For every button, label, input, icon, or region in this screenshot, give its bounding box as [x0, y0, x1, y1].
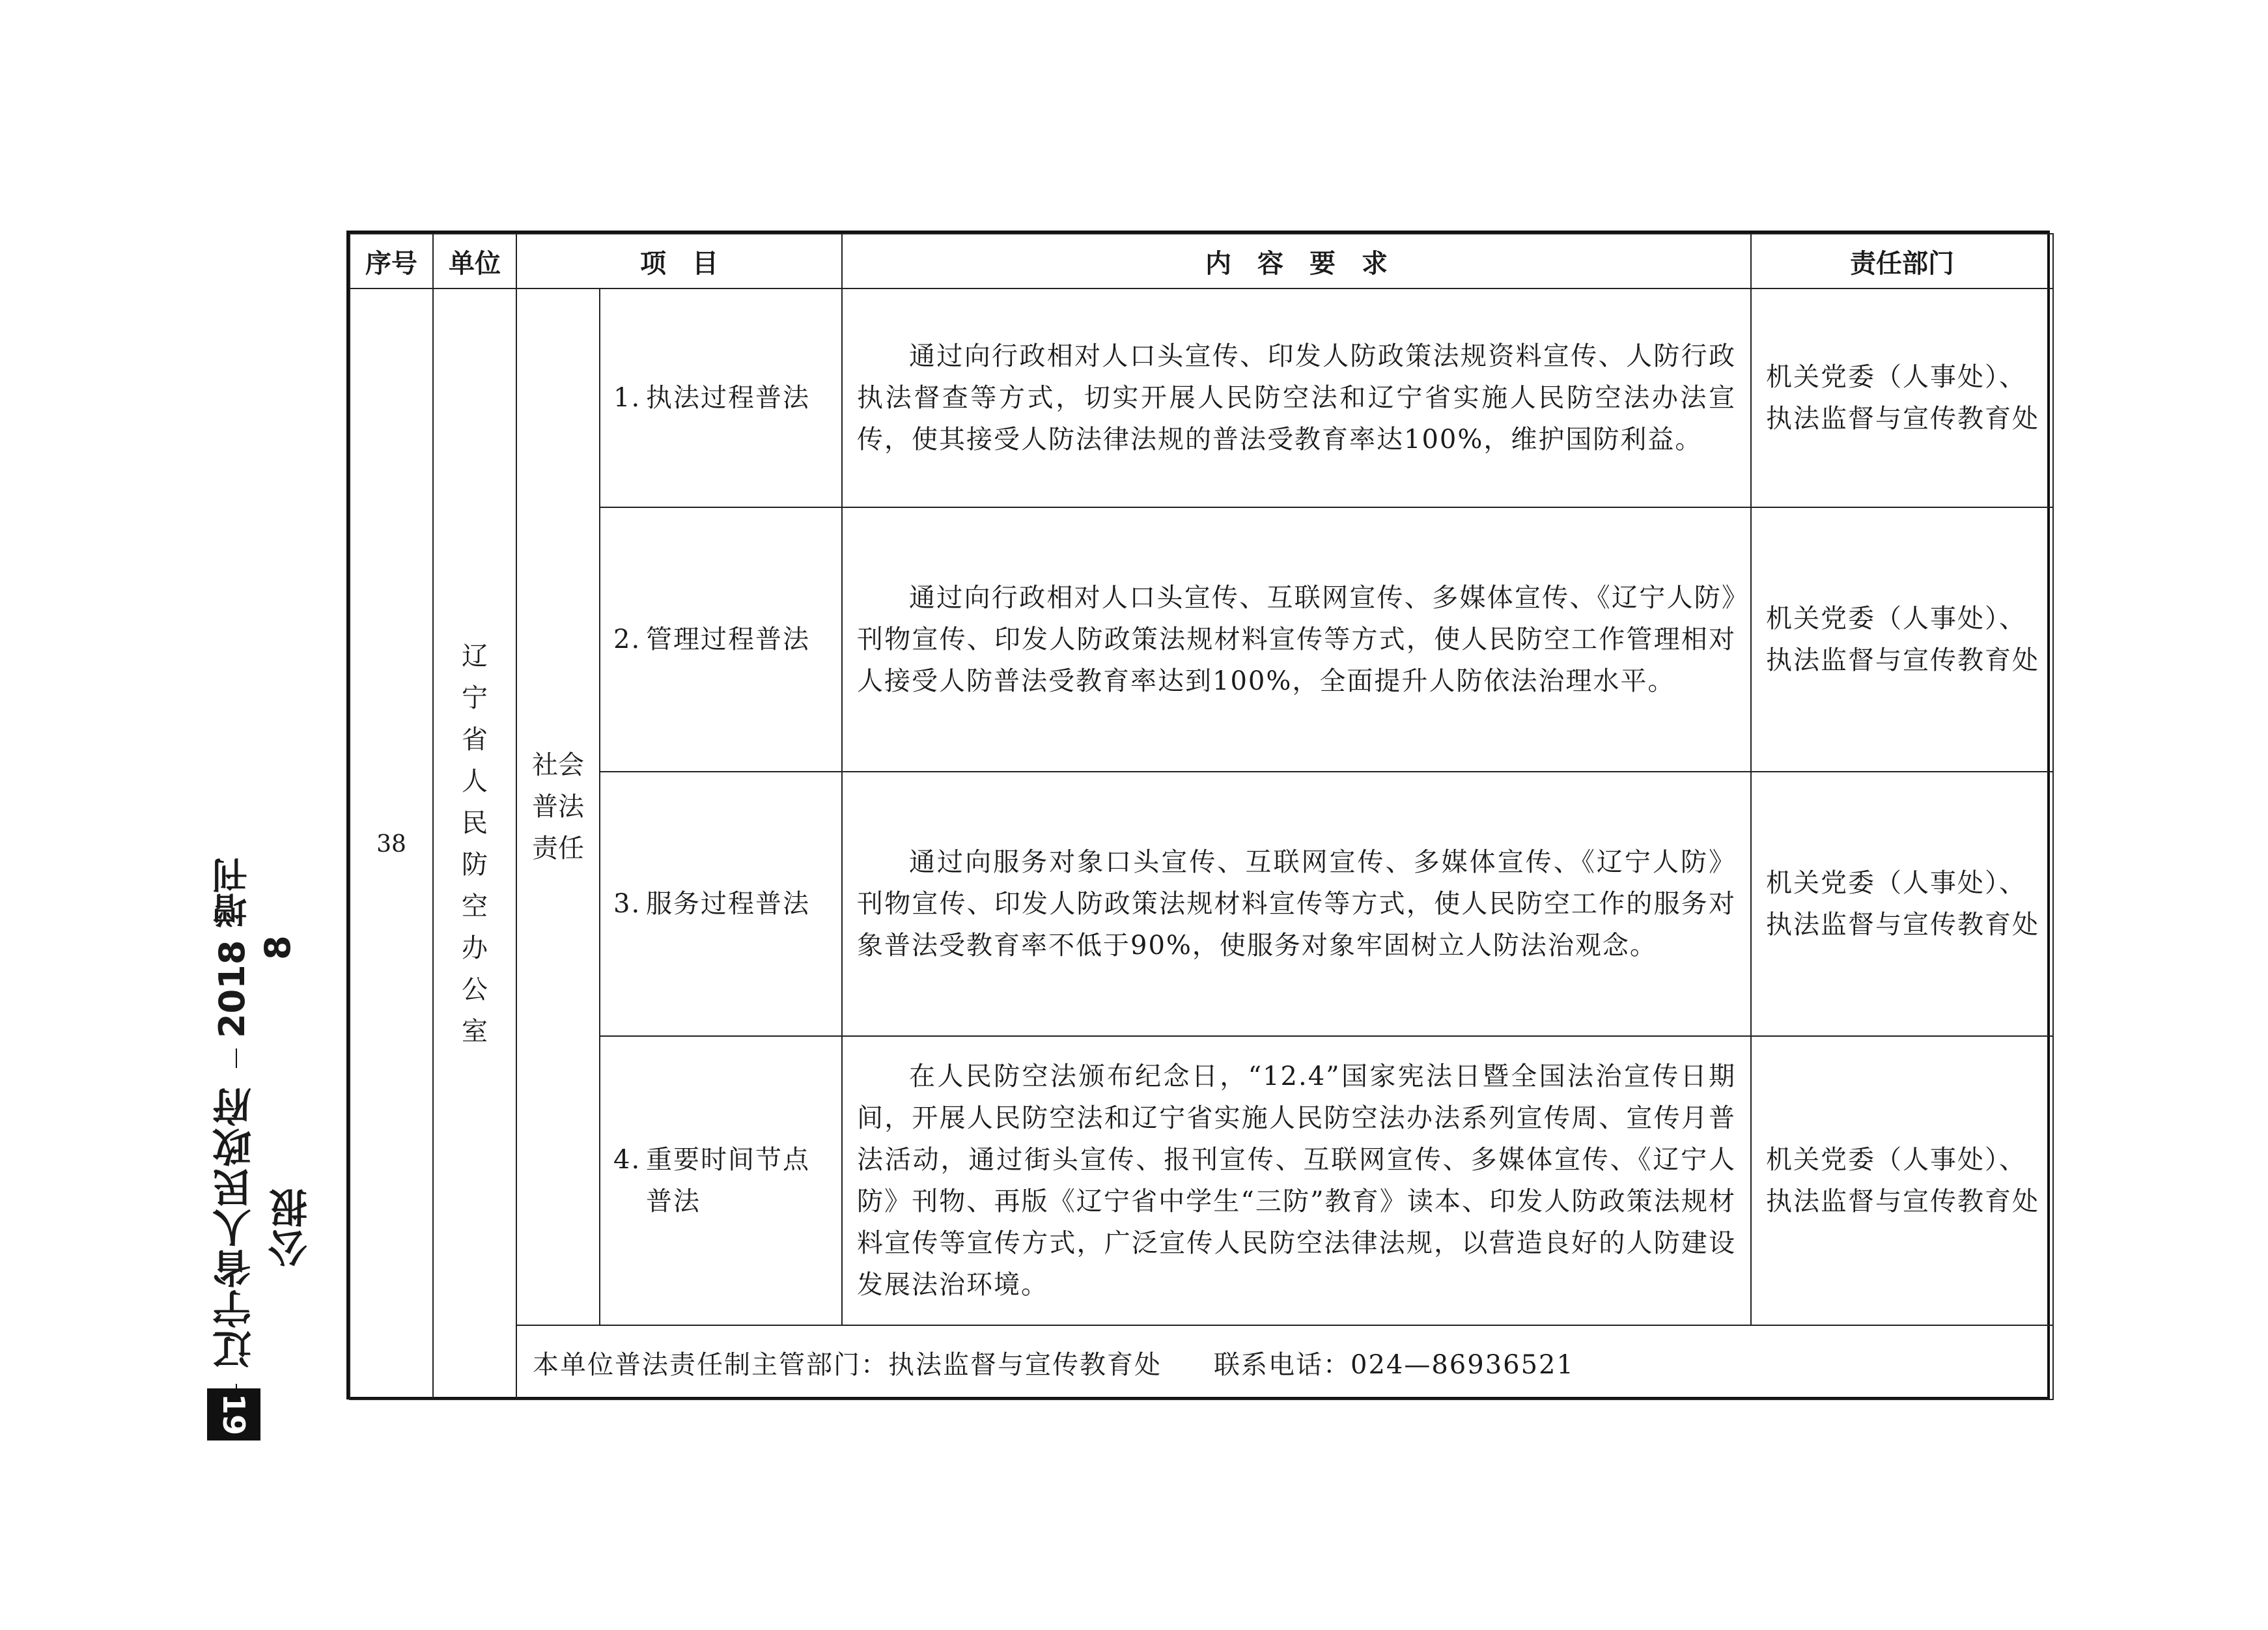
row-unit: 辽 宁 省 人 民 防 空 办 公 室: [433, 288, 516, 1399]
row-seq: 38: [350, 288, 433, 1399]
page-number-badge: [207, 1388, 260, 1440]
row-category: 社会 普法 责任: [516, 288, 600, 1325]
table-row: [350, 1036, 2053, 1325]
side-margin: [207, 853, 314, 1439]
header-seq: 序号: [350, 234, 433, 288]
table-row: [350, 507, 2053, 772]
table-row: [350, 772, 2053, 1036]
item-title: 1. 执法过程普法: [600, 288, 842, 507]
item-responsible: 机关党委（人事处）、 执法监督与宣传教育处: [1751, 1036, 2053, 1325]
footer-phone: 联系电话：024—86936521: [1214, 1349, 1575, 1380]
item-title: 2. 管理过程普法: [600, 507, 842, 772]
header-responsible: 责任部门: [1751, 234, 2053, 288]
header-content: 内 容 要 求: [842, 234, 1751, 288]
table-row: [350, 288, 2053, 507]
divider: [236, 1048, 237, 1068]
footer-cell: [516, 1325, 2053, 1399]
footer-dept: 本单位普法责任制主管部门：执法监督与宣传教育处: [533, 1349, 1162, 1380]
item-content: 通过向行政相对人口头宣传、印发人防政策法规资料宣传、人防行政执法督查等方式，切实开展人民防空法和辽宁省实施人民防空法办法宣传，使其接受人防法律法规的普法受教育率达100%，维护国防利益。: [842, 288, 1751, 507]
year-issue-label: 2018 增刊 8: [212, 857, 298, 1038]
table-header-row: [350, 234, 2053, 288]
item-responsible: 机关党委（人事处）、 执法监督与宣传教育处: [1751, 288, 2053, 507]
item-content: 通过向服务对象口头宣传、互联网宣传、多媒体宣传、《辽宁人防》刊物宣传、印发人防政策法规材料宣传等方式，使人民防空工作的服务对象普法受教育率不低于90%，使服务对象牢固树立人防法治观念。: [842, 772, 1751, 1036]
table-footer-row: [350, 1325, 2053, 1399]
page-number: 19: [216, 1393, 251, 1436]
item-title: 4. 重要时间节点 普法: [600, 1036, 842, 1325]
item-content: 通过向行政相对人口头宣传、互联网宣传、多媒体宣传、《辽宁人防》刊物宣传、印发人防政策法规材料宣传等方式，使人民防空工作管理相对人接受人防普法受教育率达到100%，全面提升人防依法治理水平。: [842, 507, 1751, 772]
header-project: 项 目: [516, 234, 842, 288]
item-responsible: 机关党委（人事处）、 执法监督与宣传教育处: [1751, 772, 2053, 1036]
item-responsible: 机关党委（人事处）、 执法监督与宣传教育处: [1751, 507, 2053, 772]
item-title: 3. 服务过程普法: [600, 772, 842, 1036]
header-unit: 单位: [433, 234, 516, 288]
responsibility-table: [346, 231, 2050, 1399]
journal-title: 辽宁省人民政府公报: [212, 1086, 314, 1369]
item-content: 在人民防空法颁布纪念日，“12.4”国家宪法日暨全国法治宣传日期间，开展人民防空法和辽宁省实施人民防空法办法系列宣传周、宣传月普法活动，通过街头宣传、报刊宣传、互联网宣传、多媒体宣传、《辽宁人防》刊物、再版《辽宁省中学生“三防”教育》读本、印发人防政策法规材料宣传等宣传方式，广泛宣传人民防空法律法规，以营造良好的人防建设发展法治环境。: [842, 1036, 1751, 1325]
